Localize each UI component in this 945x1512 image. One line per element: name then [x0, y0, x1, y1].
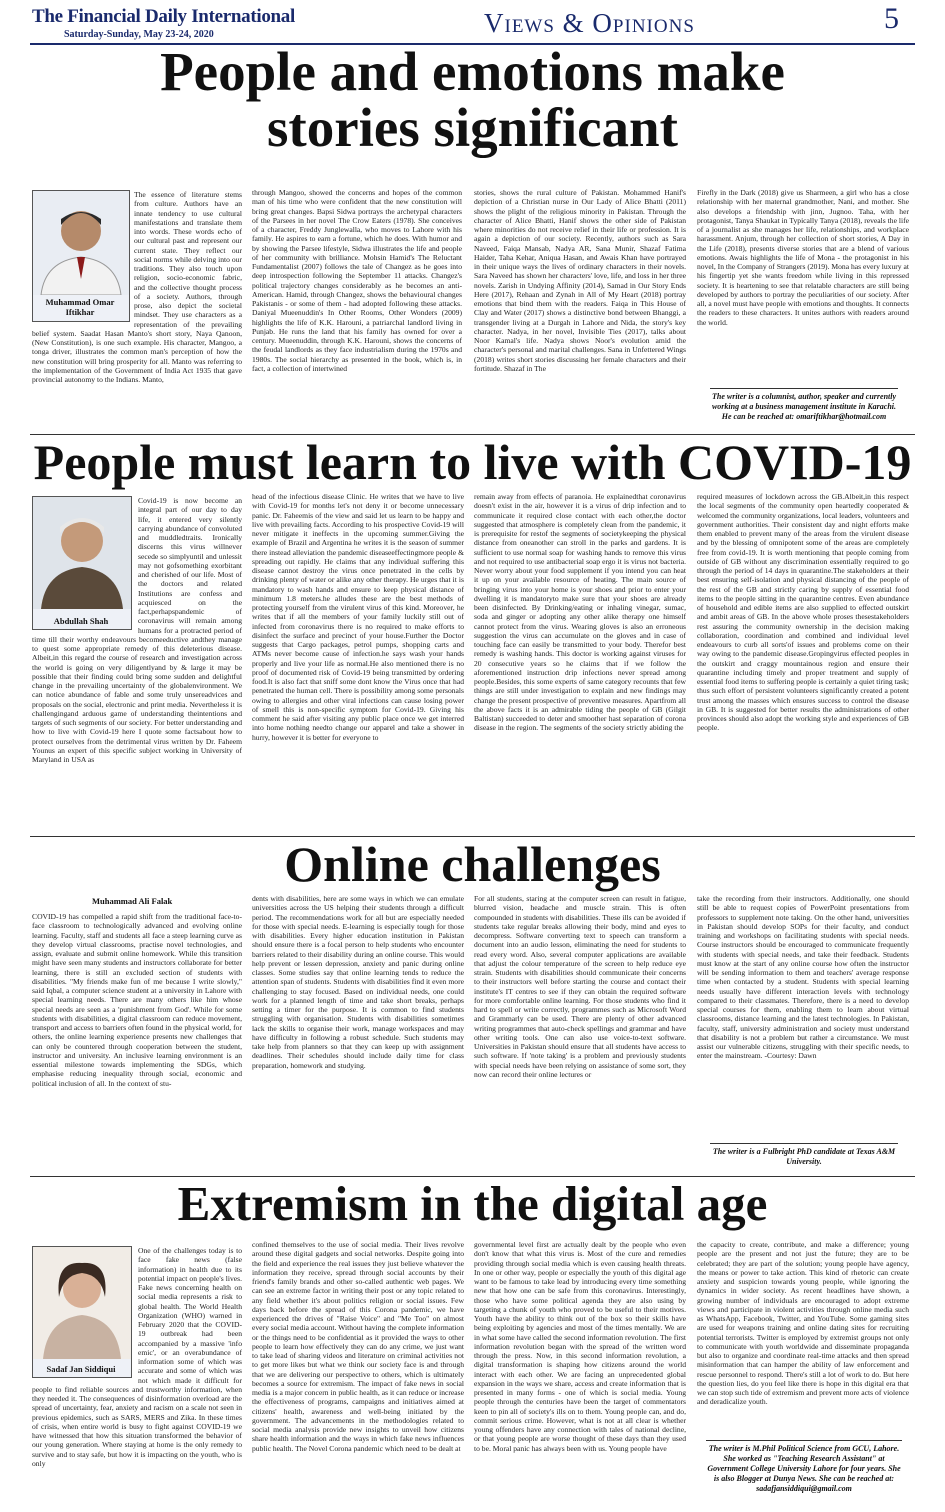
- issue-date: Saturday-Sunday, May 23-24, 2020: [64, 29, 214, 40]
- author-name-caption: Muhammad Omar Iftikhar: [45, 297, 115, 317]
- author-note: The writer is M.Phil Political Science from GCU, Lahore. She worked as "Teaching Research Assistant" at Government College University Lahore for four years. She is also Blogger at Dunya News. She can be reached at: sadafjansiddiqui@gmail.com: [706, 1440, 902, 1494]
- article-3-headline: Online challenges: [284, 836, 661, 892]
- article-4-column-2: confined themselves to the use of social media. Their lives revolve around these digital gadgets and social networks. Despite going into the field and experience the real issues they just believe whatever the information they receive, spread through social accounts by their friend's family brands and other so-called authentic web pages. We can see an extreme factor in writing their post or any topic related to any field whether it's about politics religion or social issues. Few days back before the spread of this Corona pandemic, we have experienced the drives of "Raise Voice" and "Me Too" on almost every social media account. Without having the complete information or the things need to be confidential as it provided the ways to other people to learn how effectively they can do any crime, we just want to take lead of sharing videos and literature on criminal activities not to get more likes but what we think our society face is and through that we are delivering our perspective to others, which is ultimately becomes a source for extremism. The impact of fake news in social media is a major concern in public health, as it can reduce or increase the effectiveness of programs, campaigns and initiatives aimed at citizens' health, awareness and well-being initiated by the government. The advancements in the methodologies related to social media analysis provide new insights to unveil how citizens share health information and the ways in which fake news influences public health. The Novel Corona pandemic which need to be dealt at: [252, 1240, 464, 1453]
- section-title: Views & Opinions: [484, 8, 695, 38]
- article-2-column-3: remain away from effects of paranoia. He explainedthat coronavirus doesn't exist in the air, however it is a virus of drip infection and to communicate it required close contact with each other,the doctor suggested that atmosphere is completely clean from the pandemic, it is prerequisite for restof the segments of societykeeping the physical distance from oneanother can stroll in the parks and gardens. It is sufficient to use normal soap for washing hands to remove this virus and not required to use antibacterial soap ergo it is virus not bacteria. Never worry about your food supplement if you intend you can heat it up on your available resource of heating. The main source of bringing virus into your home is your shoes and prior to enter your dwelling it is mandatoryto make sure that your shoes are already been disinfected. By Drinking/eating or inhaling vinegar, sumac, soda and ginger or adopting any other alike therapy one himself cannot protect from the virus. Wearing gloves is also an erroneous suggestion the virus can accumulate on the gloves and in case of touching face can easily be transmitted to your body. Therefor best remedy is washing hands. This doctor is working against viruses for 20 consecutive years so he claims that if we follow the aforementioned instruction drip infections never spread among people.Besides, this some experts of same category recounts that few things are still under investigation to explain and new findings may change the present prospective of preventive measures. Apartfrom all the above facts it is an admirable tiding the people of GB (Gilgit Baltistan) succeeded to deter and smoother hast separation of corona disease in the region. The segments of the society strictly abiding the: [474, 492, 686, 733]
- page-number: 5: [884, 2, 899, 35]
- article-3-column-1: COVID-19 has compelled a rapid shift from the traditional face-to-face classroom to technologically advanced and evolving online learning. Faculty, staff and students all face a steep learning curve as they develop virtual classrooms, practise novel technologies, and assign, evaluate and submit online homework. While this transition might have seen many students and instructors collaborate for better learning, there is still an excluded section of students with disabilities. "My friends make fun of me because I write slowly," said Iqbal, a computer science student at a university in Lahore with special learning needs. There are many others like him whose special needs are seen as a 'punishment from God'. While for some students with disabilities, a digital classroom can reduce movement, transport and access to barriers often found in the physical world, for others, the online learning experience presents new challenges that can only be countered through cooperation between the student, instructor and university. An inclusive learning environment is an essential milestone towards implementing the SDGs, which emphasise reducing inequality through social, economic and political inclusion of all. In the context of stu-: [32, 912, 242, 1088]
- article-2-column-1: Covid-19 is now become an integral part of our day to day life, it entered very silently carrying abundance of convoluted and muddledtraits. Ironically discerns this virus willnever secede so simplyuntil and unlessit may not gofsomething exorbitant and cherished of our life. Most of the doctors and related Institutions are confess and acquiesced on the fact,perhapspandemic of coronavirus will remain among humans for a protracted period of time till their worthy endeavours becomeeductive andthey manage to quest some appropriate remedy of this deleterious disease. Albeit,in this regard the course of research and investigation across the world is going on very diligentlyand by & large it may be possible that their finding could bring some sudden and delightful change in the prevailing uncertainty of the globalenvironment. We can notice abundance of fable and some truly unsereadvices and proposals on the social, electronic and print media. Nevertheless it is challengingand arduous game of understanding theintentions and targets of such segments of our society. For better understanding and how to live with Covid-19 here I quote some factsabout how to protect ourselves from the detrimental virus written by Dr. Faheem Younus an expert of this specific subject working in University of Maryland in USA as: [32, 496, 242, 764]
- author-note: The writer is a Fulbright PhD candidate at Texas A&M University.: [710, 1143, 898, 1167]
- author-name-caption: Sadaf Jan Siddiqui: [46, 1364, 116, 1374]
- paper-name: The Financial Daily International: [32, 6, 295, 27]
- article-1-column-3: stories, shows the rural culture of Pakistan. Mohammed Hanif's depiction of a Christian nurse in Our Lady of Alice Bhatti (2011) shows the plight of the religious minority in Pakistan. Through the character of Alice Bhatti, Hanif shows the other side of Pakistan where minorities do not receive relief in their life or profession. It is again a depiction of our society. Recently, authors such as Sara Naveed, Faiqa Mansab, Nadya AR, Sana Munir, Shazaf Fatima Haider, Taha Kehar, Aniqua Hasan, and Awais Khan have portrayed in their unique ways the lives of ordinary characters in their novels. Sara Naveed has shown her characters' love, life, and loss in her three novels. Zarish in Undying Affinity (2014), Samad in Our Story Ends Here (2017), Rehaan and Zynah in All of My Heart (2018) portray emotions that bind them with the readers. Faiqa in This House of Clay and Water (2017) shows a distinctive bond between Bhanggi, a transgender living at a Durgah in Lahore and Nida, the story's key character. Nadya, in her novel, Invisible Ties (2017), talks about Noor Kamal's life. Nadya shows Noor's evolution amid the character's personal and marital challenges. Sana in Unfettered Wings (2018) writes short stories discussing her female characters and their fortitude. Shazaf in The: [474, 188, 686, 373]
- article-2-headline: People must learn to live with COVID-19: [33, 434, 912, 490]
- author-name-caption: Abdullah Shah: [53, 616, 109, 626]
- article-3-column-4: take the recording from their instructors. Additionally, one should still be able to request copies of PowerPoint presentations from professors to supplement note taking. On the other hand, universities in Pakistan should develop SOPs for their faculty, and conduct training and workshops on facilitating students with special needs. Course instructors should be encouraged to communicate frequently with students with special needs, and take their feedback. Students must know at the start of any online course how often the instructor will be sending information to them and teachers' average response time when contacted by a student. Students with special learning needs usually have different interaction levels with technology compared to their classmates. Therefore, there is a need to develop special courses for them, enabling them to learn about virtual classrooms, distance learning and the latest technologies. In Pakistan, faculty, staff, university administration and society must understand that disability is not a problem but rather a circumstance. We must assist our vulnerable citizens, struggling with their specific needs, to enter the mainstream. -Courtesy: Dawn: [697, 894, 909, 1061]
- article-1-column-1: The essence of literature stems from culture. Authors have an innate tendency to use cultural manifestations and translate them into words. These words echo of our cultural past and represent our current state. They reflect our social norms while delving into our traditions. They also touch upon religion, socio-economic fabric, and the collective thought process of a society. Authors, through prose, also depict the societal mindset. They use characters as a representation of the prevailing belief system. Saadat Hasan Manto's short story, Naya Qanoon, (New Constitution), is one such example. His character, Mangoo, a tonga driver, illustrates the common man's perception of how the new constitution will bring prosperity for all. Manto was referring to the implementation of the Government of India Act 1935 that gave provincial autonomy to the Indians. Manto,: [32, 190, 242, 384]
- article-3-column-3: For all students, staring at the computer screen can result in fatigue, blurred vision, headache and muscle strain. This is often compounded in students with disabilities. These ills can be avoided if students take regular breaks allowing their body, mind and eyes to decompress. Software converting text to speech can transform a document into an audio lesson, eliminating the need for students to read every word. Also, several computer applications are available that adjust the colour temperature of the screen to help reduce eye strain. Students with disabilities should communicate their concerns to their instructors well before starting the course and contact their institute's IT centres to see if they can obtain the required software for more comfortable online learning. For those students who find it hard to spell or write correctly, programmes such as Microsoft Word and Grammarly can be used. There are plenty of other advanced writing programmes that auto-check spellings and grammar and have other writing tools. One can also use voice-to-text software. Universities in Pakistan should ensure that all students have access to such software. If 'note taking' is a problem and previously students with special needs have been relying on assistance of some sort, they now can record their online lectures or: [474, 894, 686, 1079]
- article-2-column-2: head of the infectious disease Clinic. He writes that we have to live with Covid-19 for months let's not deny it or become unnecessary panic. Dr. Faheemis of the view and said let us learn to be happy and live with prevailing facts. According to his prospective Covid-19 will never mitigate it ineffects in the upcoming summer.Giving the example of Brazil and Argentina he writes it is the season of summer there instead alleviation the pandemic diseaseeffectingmore people & spreading out rapidly. He claims that any individual suffering this disease cannot destroy the virus once penetrated in the cells by drinking plenty of water or alike any other therapy. He urges that it is mandatory to wash hands and ensure to keep physical distance of minimum 1.8 meters.he alludes these are the best methods of protecting yourself from the virulent virus of this kind. Moreover, he writes that if all the members of your family luckily still out of infected from coronavirus there is no required to make efforts to disinfect the surface and precinct of your house.Further the Doctor suggests that Cargo packages, petrol pumps, shopping carts and ATMs never become cause of infection.he says wash your hands properly and live your life as normal.He also mentioned there is no proof of documented risk of Covid-19 being transmitted by ordering food.It is also fact that sniff some dont know the Virus once that had penetrated the human cell. There is possibility among some personals owing to allergies and other viral infections can cause losing power of smell this is non-specific symptom for Covid-19. Giving his comment he said after visiting any public place once we get interred into home nothing needto change our apparel and take a shower in hurry, however it is better for everyone to: [252, 492, 464, 742]
- author-byline: Muhammad Ali Falak: [92, 896, 173, 906]
- article-1-column-4: Firefly in the Dark (2018) give us Sharmeen, a girl who has a close relationship with her maternal grandmother, Nani, and mother. She also develops a friendship with jinn, Jugnoo. Taha, with her protagonist, Tanya Shaukat in Typically Tanya (2018), reveals the life of a journalist as she manages her life, relationships, and workplace harassment. Anjum, through her collection of short stories, A Day in the Life (2018), presents diverse stories that are a blend of various emotions. Awais highlights the life of Mona - the protagonist in his novel, In the Company of Strangers (2019). Mona has every luxury at his fingertip yet she wants freedom while living in this repressed society. It is heartening to see that relatable characters are still being developed by authors to portray the peculiarities of our society. After all, a novel must have people with emotions and thoughts. It connects the readers to these characters. It unites authors with readers around the world.: [697, 188, 909, 327]
- article-3-column-2: dents with disabilities, here are some ways in which we can emulate universities across the US helping their students through a difficult period. The recommendations work for all but are especially needed for those with special needs. E-learning is especially tough for those with disabilities. Every higher education institution in Pakistan should ensure there is a focal person to help students who encounter barriers related to their disability during an online course. This would help prevent or lessen depression, anxiety and panic during online classes. Some studies say that online learning tends to reduce the attention span of students. Students with disabilities find it even more challenging to stay focused. Based on individual needs, one could work for a planned length of time and take short breaks, perhaps setting a timer for the purpose. It is common to find students struggling with organisation. Students with disabilities sometimes lack the skills to organise their work, manage workspaces and may have difficulty in following a robust schedule. Such students may take help from planners so that they can keep up with assignment deadlines. Their schedules should include daily time for class preparation, homework and studying.: [252, 894, 464, 1070]
- masthead: [0, 0, 945, 44]
- author-note: The writer is a columnist, author, speaker and currently working at a business management institute in Karachi. He can be reached at: omariftikhar@hotmail.com: [710, 388, 898, 422]
- article-4-column-4: the capacity to create, contribute, and make a difference; young people are the present and not just the future; they are to be celebrated; they are part of the solution; young people have agency, the means or power to take action. This kind of rhetoric can create anxiety and suspicion towards young people, while ignoring the dynamics in wider society. As recent headlines have shown, a growing number of individuals are encouraged to adopt extreme views and participate in violent activities through online media such as WhatsApp, Facebook, Twitter, and YouTube. Some gaming sites are used for weapons training and online dating sites for recruiting potential terrorists. Twitter is employed by extremist groups not only to communicate with youth worldwide and disseminate propaganda but also to organize and coordinate real-time attacks and then spread misinformation that can hamper the ability of law enforcement and rescue personnel to respond. There's still a lot of work to do. But here the question lies, do you feel like there is hope in this digital era that we can stop such tide of extremism and prevent more acts of violence and deradicalize youth.: [697, 1240, 909, 1407]
- article-1-column-2: through Mangoo, showed the concerns and hopes of the common man of his time who were confident that the new constitution will bring great changes. Bapsi Sidwa portrays the archetypal characters of the Parsees in her novel The Crow Eaters (1978). She conceives of a character, Freddy Junglewalla, who moves to Lahore with his family. He aspires to earn a fortune, which he does. With humor and by showing the Parsee lifestyle, Sidwa illustrates the life and people of her community with brilliance. Mohsin Hamid's The Reluctant Fundamentalist (2007) follows the tale of Changez as he goes into deep introspection following the September 11 attacks. Changez's political trajectory changes considerably as he becomes an anti-American. Hamid, through Changez, shows the behavioural changes Pakistanis - or some of them - had adopted following these attacks. Daniyal Mueenuddin's In Other Rooms, Other Wonders (2009) highlights the life of K.K. Harouni, a patriarchal landlord living in Punjab. He runs the land that his family has owned for over a century. Mueenuddin, through K.K. Harouni, shows the concerns of the feudal landlords as they face industrialism during the 1970s and 1980s. The social hierarchy as presented in the book, which is, in fact, a collection of intertwined: [252, 188, 462, 373]
- article-2-column-4: required measures of lockdown across the GB.Albeit,in this respect the local segments of the community open heartedly cooperated & welcomed the community organizations, local leaders, volunteers and government authorities. Their consistent day and night efforts make them enabled to prevent many of the areas from the virulent disease and by the blessing of omnipotent some of the areas are completely free from covid-19. It is worth mentioning that people coming from outside of GB without any discrimination essentially required to go through the period of 14 days in quarantine.The stakeholders at their best ensuring self-isolation and physical distancing of the people of the rest of the GB and strictly caring by supply of essential food items to the people sitting in the quarantine centres. Even abundance of household and edible items are also supplied to effected outskirt and ambit areas of GB. In the above whole proses thesestakeholders rest assuring the community ownership in the decision making collaboration, coordination and combined and individual level endeavours to curb all sorts'of issues and problems come on their way owing to the pandemic disease.Gropingvirus effected peoples in the outskirt and craggy mountainous region and ensure their quarantine including timely and proper treatment and supply of essential food items to suffering people is certainly a quiet tiring task; thus such effort of persistent volunteers significantly created a potent trust among the masses which ensures success to control the disease in GB. It is suggested for better results the administrations of other provinces should also adopt the working style and experiences of GB people.: [697, 492, 909, 733]
- article-4-headline: Extremism in the digital age: [177, 1176, 768, 1231]
- article-1-headline: People and emotions make stories significant: [160, 41, 785, 158]
- article-4-column-3: governmental level first are actually dealt by the people who even don't know that what this virus is. Most of the cure and remedies providing through social media which is even causing health threats. In one or other way, people or especially the youth of this digital age want to be famous to take lead by introducing every time something new that how one can be safe from this coronavirus. Interestingly, those who have some political agenda they are also using by targeting a chunk of youth who proved to be useful to their motives. Youth have the ability to think out of the box so their skills have being exploiting by agencies and most of the times mentally. We are in what some have called the second information revolution. The first information revolution began with the spread of the written word through the press. Now, in this second information revolution, a digital transformation is shaping how citizens around the world interact with each other. We are facing an unprecedented global expansion in the ways we share, access and create information that is presented in many forms - one of which is social media. Young people through the centuries have been the target of commentators keen to pin all of society's ills on to them. Young people can, and do, commit serious crime. However, what is not at all clear is whether young offenders have any connection with tales of national decline, or that young people are worse thought of these days than they used to be. Moral panic has always been with us. Young people have: [474, 1240, 686, 1453]
- article-4-column-1: One of the challenges today is to face fake news (false information) in health due to its potential impact on people's lives. Fake news concerning health on social media represents a risk to global health. The World Health Organization (WHO) warned in February 2020 that the COVID-19 outbreak had been accompanied by a massive 'info emic', or an overabundance of information some of which was accurate and some of which was not which made it difficult for people to find reliable sources and trustworthy information, when they needed it. The consequences of disinformation overload are the spread of uncertainty, fear, anxiety and racism on a scale not seen in previous epidemics, such as SARS, MERS and Zika. In these times of crisis, when entire world is busy to fight against COVID-19 we have witnessed that how this situation transformed the behavior of our young generation. Where staying at home is the only remedy to survive and to stay safe, but how it is impacting on the youth, who is only: [32, 1246, 242, 1468]
